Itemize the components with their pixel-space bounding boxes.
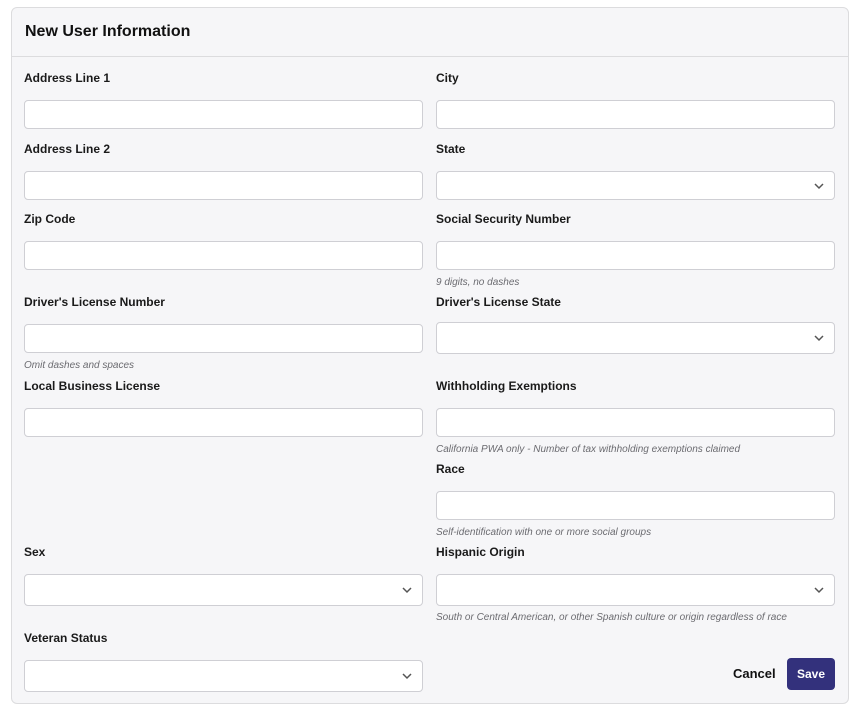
chevron-down-icon (813, 180, 825, 192)
address-line-1-field (24, 71, 423, 129)
local-business-license-input[interactable] (24, 408, 423, 437)
drivers-license-number-field (24, 295, 423, 372)
address-line-1-label: Address Line 1 (24, 71, 111, 85)
state-label: State (436, 142, 466, 156)
city-input[interactable] (436, 100, 835, 129)
drivers-license-state-label: Driver's License State (436, 295, 561, 309)
local-business-license-field (24, 379, 423, 437)
race-hint: Self-identification with one or more social groups (436, 527, 652, 538)
drivers-license-number-label: Driver's License Number (24, 295, 165, 309)
withholding-exemptions-hint: California PWA only - Number of tax withholding exemptions claimed (436, 444, 741, 455)
veteran-status-label: Veteran Status (24, 631, 108, 645)
ssn-field (436, 212, 835, 289)
state-select[interactable] (436, 171, 835, 200)
drivers-license-number-hint: Omit dashes and spaces (24, 360, 135, 371)
veteran-status-select[interactable] (24, 660, 423, 692)
card-header (12, 8, 848, 57)
drivers-license-number-input[interactable] (24, 324, 423, 353)
cancel-button[interactable]: Cancel (733, 666, 776, 681)
address-line-2-field (24, 142, 423, 200)
withholding-exemptions-field (436, 379, 835, 456)
race-input[interactable] (436, 491, 835, 520)
city-label: City (436, 71, 459, 85)
address-line-2-label: Address Line 2 (24, 142, 111, 156)
withholding-exemptions-input[interactable] (436, 408, 835, 437)
local-business-license-label: Local Business License (24, 379, 161, 393)
zip-code-input[interactable] (24, 241, 423, 270)
save-button[interactable]: Save (787, 658, 835, 690)
city-field (436, 71, 835, 129)
zip-code-label: Zip Code (24, 212, 76, 226)
ssn-label: Social Security Number (436, 212, 571, 226)
sex-select[interactable] (24, 574, 423, 606)
chevron-down-icon (813, 332, 825, 344)
race-field (436, 462, 835, 539)
ssn-hint: 9 digits, no dashes (436, 277, 520, 288)
form-title: New User Information (25, 23, 191, 40)
hispanic-origin-hint: South or Central American, or other Spanish culture or origin regardless of race (436, 612, 787, 623)
new-user-form-card (11, 7, 849, 704)
hispanic-origin-field (436, 545, 835, 624)
state-field (436, 142, 835, 200)
race-label: Race (436, 462, 465, 476)
drivers-license-state-select[interactable] (436, 322, 835, 354)
veteran-status-field (24, 631, 423, 692)
withholding-exemptions-label: Withholding Exemptions (436, 379, 577, 393)
sex-field (24, 545, 423, 606)
ssn-input[interactable] (436, 241, 835, 270)
hispanic-origin-label: Hispanic Origin (436, 545, 525, 559)
address-line-2-input[interactable] (24, 171, 423, 200)
address-line-1-input[interactable] (24, 100, 423, 129)
chevron-down-icon (813, 584, 825, 596)
chevron-down-icon (401, 584, 413, 596)
zip-code-field (24, 212, 423, 270)
hispanic-origin-select[interactable] (436, 574, 835, 606)
sex-label: Sex (24, 545, 46, 559)
chevron-down-icon (401, 670, 413, 682)
drivers-license-state-field (436, 295, 835, 354)
